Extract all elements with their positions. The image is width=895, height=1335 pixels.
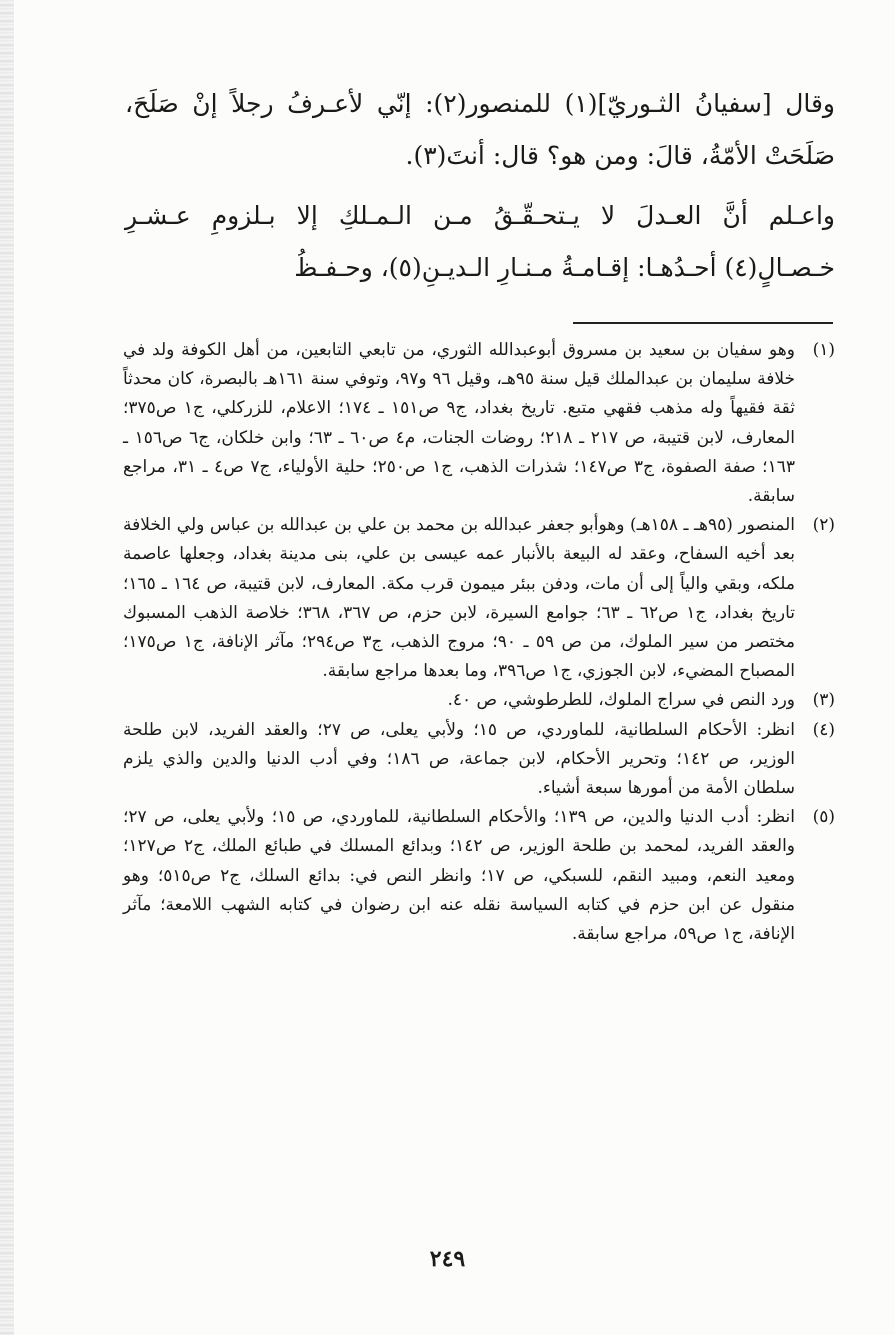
scan-edge bbox=[0, 0, 14, 1335]
footnote-number: (٣) bbox=[812, 690, 835, 711]
footnote-text: المنصور (٩٥هـ ـ ١٥٨هـ) وهوأبو جعفر عبدالله بن محمد بن علي بن عبدالله بن عباس ولي الخلافة بعد أخيه السفاح، وعقد له البيعة بالأنبار عمه عيسى بن علي، بنى مدينة بغداد، وجعلها عاصمة ملكه، وبقي والياً إلى أن مات، ودفن ببئر ميمون قرب مكة. المعارف، لابن قتيبة، ص ١٦٤ ـ ١٦٥؛ تاريخ بغداد، ج١ ص٦٢ ـ ٦٣؛ جوامع السيرة، لابن حزم، ص ٣٦٧، ٣٦٨؛ خلاصة الذهب المسبوك مختصر من سير الملوك، من ص ٥٩ ـ ٩٠؛ مروج الذهب، ج٣ ص٢٩٤؛ مآثر الإنافة، ج١ ص١٧٥؛ المصباح المضيء، لابن الجوزي، ج١ ص٣٩٦، وما بعدها مراجع سابقة. bbox=[123, 515, 796, 682]
footnote-5 bbox=[123, 803, 835, 949]
footnote-text: وهو سفيان بن سعيد بن مسروق أبوعبدالله الثوري، من تابعي التابعين، من أهل الكوفة ولد في خلافة سليمان بن عبدالملك قيل سنة ٩٥هـ، وقيل ٩٦ و٩٧، وتوفي سنة ١٦١هـ بالبصرة، كان محدثاً ثقة فقيهاً وله مذهب فقهي متبع. تاريخ بغداد، ج٩ ص١٥١ ـ ١٧٤؛ الاعلام، للزركلي، ج١ ص٣٧٥؛ المعارف، لابن قتيبة، ص ٢١٧ ـ ٢١٨؛ روضات الجنات، م٤ ص٦٠ ـ ٦٣؛ وابن خلكان، ج٦ ص١٥٦ ـ ١٦٣؛ صفة الصفوة، ج٣ ص١٤٧؛ شذرات الذهب، ج١ ص٢٥٠؛ حلية الأولياء، ج٧ ص٤ ـ ٣١، مراجع سابقة. bbox=[123, 340, 795, 507]
footnote-number: (١) bbox=[812, 340, 835, 360]
footnote-number: (٢) bbox=[812, 515, 835, 536]
footnotes bbox=[123, 336, 835, 949]
footnote-text: انظر: أدب الدنيا والدين، ص ١٣٩؛ والأحكام السلطانية، للماوردي، ص ١٥؛ ولأبي يعلى، ص ٢٧؛ والعقد الفريد، لمحمد بن طلحة الوزير، ص ١٤٢؛ وبدائع المسلك في طبائع الملك، ج٢ ص١٢٧؛ ومعيد النعم، ومبيد النقم، للسبكي، ص ١٧؛ وانظر النص في: بدائع السلك، ج٢ ص٥١٥؛ وهو منقول عن ابن حزم في كتابه السياسة نقله عنه ابن رضوان في كتابه الشهب اللامعة؛ مآثر الإنافة، ج١ ص٥٩، مراجع سابقة. bbox=[123, 807, 796, 945]
main-text bbox=[125, 78, 835, 294]
main-paragraph-2: واعـلم أنَّ العـدلَ لا يـتحـقّـقُ مـن الـمـلكِ إلا بـلزومِ عـشـرِ خـصـالٍ(٤) أحـدُهـا: إقـامـةُ مـنـارِ الـديـنِ(٥)، وحـفـظُ bbox=[125, 201, 835, 282]
footnote-text: ورد النص في سراج الملوك، للطرطوشي، ص ٤٠. bbox=[447, 690, 795, 711]
footnote-number: (٥) bbox=[812, 807, 835, 828]
footnote-3 bbox=[123, 686, 835, 715]
footnote-1 bbox=[123, 336, 835, 511]
footnote-separator bbox=[573, 322, 833, 324]
page-number: ٢٤٩ bbox=[429, 1246, 466, 1272]
footnote-2 bbox=[123, 511, 835, 686]
footnote-4 bbox=[123, 716, 835, 804]
footnote-text: انظر: الأحكام السلطانية، للماوردي، ص ١٥؛ ولأبي يعلى، ص ٢٧؛ والعقد الفريد، لابن طلحة الوزير، ص ١٤٢؛ وتحرير الأحكام، لابن جماعة، ص ١٨٦؛ وفي أدب الدنيا والدين والذي يلزم سلطان الأمة من أمورها سبعة أشياء. bbox=[123, 719, 796, 799]
footnote-number: (٤) bbox=[812, 719, 835, 740]
main-paragraph-1: وقال [سفيانُ الثـوريّ](١) للمنصور(٢): إنّي لأعـرفُ رجلاً إنْ صَلَحَ، صَلَحَتْ الأمّةُ، قالَ: ومن هو؟ قال: أنتَ(٣). bbox=[125, 89, 836, 170]
